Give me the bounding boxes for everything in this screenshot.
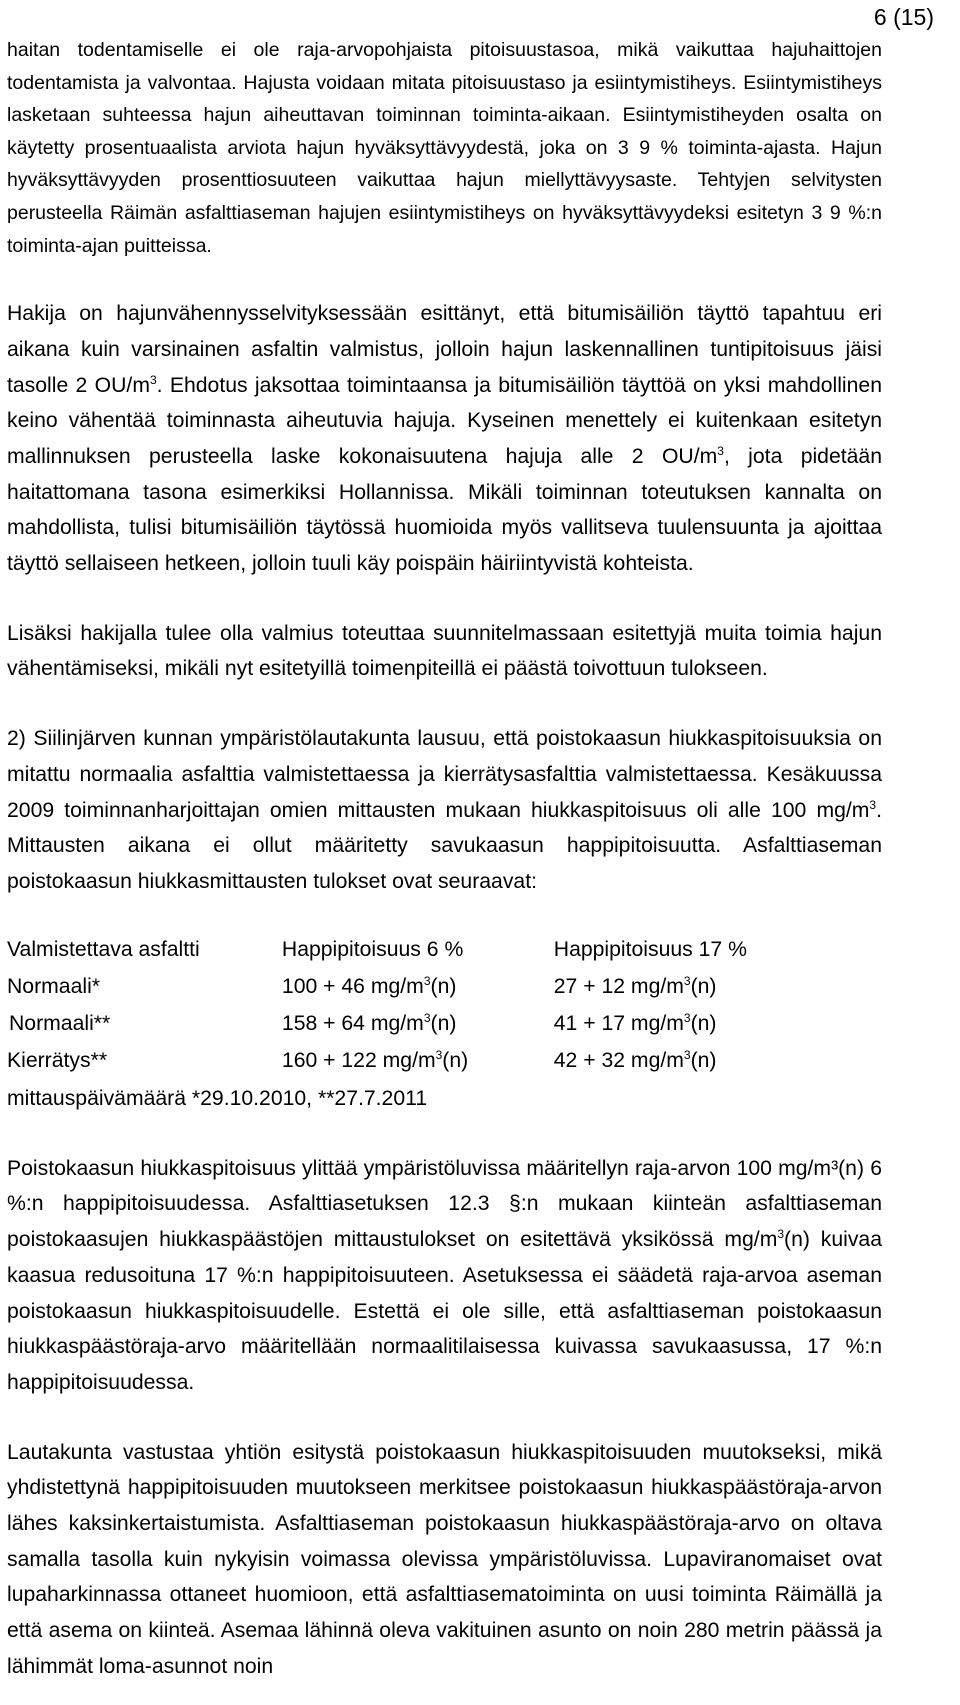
table-cell: 41 + 17 $mg/m^3(n)$ xyxy=(553,1011,717,1036)
table-cell: 27 + 12 $mg/m^3(n)$ xyxy=(553,974,717,999)
text-segment: . Mittausten aikana ei ollut määritetty savukaasun happipitoisuutta. Asfalttiaseman poistokaasun hiukkasmittausten tulokset ovat seuraavat: xyxy=(7,798,882,893)
table-row xyxy=(7,969,882,1006)
column-header: Valmistettava asfaltti xyxy=(7,938,200,962)
text-segment: , jota pidetään haitattomana tasona esimerkiksi Hollannissa. Mikäli toiminnan toteutuksen kannalta on mahdollista, tulisi bitumisäiliön täytössä huomioida myös vallitseva tuulensuunta ja ajoittaa täyttö sellaiseen hetkeen, jolloin tuuli käy poispäin häiriintyvistä kohteista. xyxy=(7,444,882,576)
superscript: 3 xyxy=(717,443,724,458)
table-header-row xyxy=(7,932,882,969)
paragraph-bitumen-tank xyxy=(7,296,882,582)
table-row xyxy=(7,1006,882,1043)
superscript: 3 xyxy=(777,1227,785,1242)
table-row xyxy=(7,1043,882,1080)
text-segment: (n) kuivaa kaasua redusoituna 17 %:n happipitoisuuteen. Asetuksessa ei säädetä raja-arvoa aseman poistokaasun hiukkaspitoisuudelle. Estettä ei ole sille, että asfalttiaseman poistokaasun hiukkaspäästöraja-arvo määritellään normaalitilaisessa kuivassa savukaasussa, 17 %:n happipitoisuudessa. xyxy=(7,1228,882,1394)
document-body xyxy=(7,34,882,1685)
page-number: 6 (15) xyxy=(873,4,934,30)
row-label: Normaali* xyxy=(7,975,101,999)
text-segment: Poistokaasun hiukkaspitoisuus ylittää ympäristöluvissa määritellyn raja-arvon 100 mg/m³(n) 6 %:n happipitoisuudessa. Asfalttiasetuksen 12.3 §:n mukaan kiinteän asfalttiaseman poistokaasujen hiukkaspäästöjen mittaustulokset on esitettävä yksikössä mg/m xyxy=(7,1156,882,1252)
text-segment: Hakija on hajunvähennysselvityksessään esittänyt, että bitumisäiliön täyttö tapahtuu eri aikana kuin varsinainen asfaltin valmistus, jolloin hajun laskennallinen tuntipitoisuus jäisi tasolle 2 OU/m xyxy=(7,302,882,397)
row-label: Kierrätys** xyxy=(7,1049,108,1073)
row-label: Normaali** xyxy=(9,1012,111,1036)
text-segment: . Ehdotus jaksottaa toimintaansa ja bitumisäiliön täyttöä on yksi mahdollinen keino vähentää toiminnasta aiheutuvia hajuja. Kyseinen menettely ei kuitenkaan esitetyn mallinnuksen perusteella laske kokonaisuutena hajuja alle 2 OU/m xyxy=(7,373,882,468)
measurement-dates: mittauspäivämäärä *29.10.2010, **27.7.2011 xyxy=(7,1086,428,1110)
measurement-table xyxy=(7,932,882,1080)
column-header: Happipitoisuus 17 % xyxy=(553,938,747,962)
superscript: 3 xyxy=(149,372,157,387)
table-cell: 100 + 46 $mg/m^3(n)$ xyxy=(281,974,457,999)
paragraph-particle-limit xyxy=(7,1151,882,1401)
superscript: 3 xyxy=(869,797,877,812)
table-cell: 160 + 122 $mg/m^3(n)$ xyxy=(281,1048,469,1073)
paragraph-statement-2 xyxy=(7,721,882,900)
table-cell: 158 + 64 $mg/m^3(n)$ xyxy=(281,1011,457,1036)
paragraph-board-opposition: Lautakunta vastustaa yhtiön esitystä poistokaasun hiukkaspitoisuuden muutokseksi, mikä yhdistettynä happipitoisuuden muutokseen merkitsee poistokaasun hiukkaspäästöraja-arvon lähes kaksinkertaistumista. Asfalttiaseman poistokaasun hiukkaspäästöraja-arvo on oltava samalla tasolla kuin nykyisin voimassa olevissa ympäristöluvissa. Lupaviranomaiset ovat lupaharkinnassa ottaneet huomioon, että asfalttiasematoiminta on uusi toiminta Räimällä ja että asema on kiinteä. Asemaa lähinnä oleva vakituinen asunto on noin 280 metrin päässä ja lähimmät loma-asunnot noin xyxy=(7,1440,882,1678)
text-segment: 2) Siilinjärven kunnan ympäristölautakunta lausuu, että poistokaasun hiukkaspitoisuuksia on mitattu normaalia asfalttia valmistettaessa ja kierrätysasfalttia valmistettaessa. Kesäkuussa 2009 toiminnanharjoittajan omien mittausten mukaan hiukkaspitoisuus oli alle 100 mg/m xyxy=(7,727,882,822)
column-header: Happipitoisuus 6 % xyxy=(281,938,464,962)
paragraph-additional-measures: Lisäksi hakijalla tulee olla valmius toteuttaa suunnitelmassaan esitettyjä muita toimia hajun vähentämiseksi, mikäli nyt esitetyillä toimenpiteillä ei päästä toivottuun tulokseen. xyxy=(7,621,882,681)
paragraph-odour-frequency: haitan todentamiselle ei ole raja-arvopohjaista pitoisuustasoa, mikä vaikuttaa hajuhaittojen todentamista ja valvontaa. Hajusta voidaan mitata pitoisuustaso ja esiintymistiheys. Esiintymistiheys lasketaan suhteessa hajun aiheuttavan toiminnan toiminta-aikaan. Esiintymistiheyden osalta on käytetty prosentuaalista arviota hajun hyväksyttävyydestä, joka on 3 9 % toiminta-ajasta. Hajun hyväksyttävyyden prosenttiosuuteen vaikuttaa hajun miellyttävyysaste. Tehtyjen selvitysten perusteella Räimän asfalttiaseman hajujen esiintymistiheys on hyväksyttävyydeksi esitetyn 3 9 %:n toiminta-ajan puitteissa. xyxy=(7,39,882,257)
table-cell: 42 + 32 $mg/m^3(n)$ xyxy=(553,1048,717,1073)
